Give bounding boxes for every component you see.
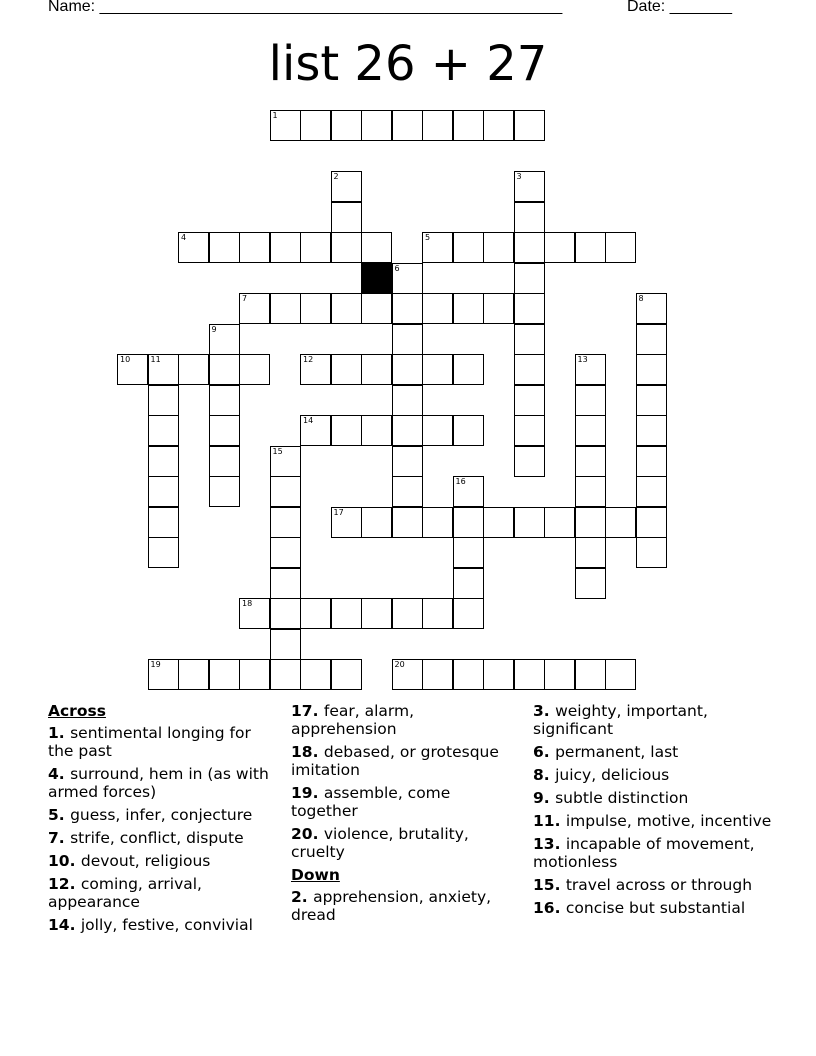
grid-cell[interactable] — [270, 476, 301, 507]
grid-cell[interactable] — [392, 324, 423, 355]
across-clue — [48, 916, 278, 934]
grid-cell[interactable] — [300, 354, 331, 385]
grid-cell[interactable] — [483, 293, 514, 324]
across-heading: Across — [48, 702, 106, 720]
grid-cell[interactable] — [453, 659, 484, 690]
grid-cell[interactable] — [331, 354, 362, 385]
clues-column-3 — [533, 702, 773, 922]
grid-cell[interactable] — [148, 507, 179, 538]
cell-number: 2 — [333, 172, 339, 181]
grid-cell[interactable] — [209, 324, 240, 355]
page-title: list 26 + 27 — [268, 36, 548, 92]
down-clue — [533, 743, 773, 761]
grid-cell[interactable] — [636, 507, 667, 538]
grid-cell[interactable] — [209, 385, 240, 416]
clue-text: assemble, come together — [291, 784, 451, 820]
clue-number: 20. — [291, 825, 324, 843]
down-clue — [291, 888, 521, 924]
clue-text: jolly, festive, convivial — [80, 916, 253, 934]
clue-number: 14. — [48, 916, 81, 934]
grid-cell[interactable] — [422, 232, 453, 263]
clue-text: impulse, motive, incentive — [565, 812, 772, 830]
grid-cell[interactable] — [453, 232, 484, 263]
grid-cell[interactable] — [148, 537, 179, 568]
cell-number: 17 — [333, 507, 344, 517]
clue-number: 8. — [533, 766, 556, 784]
clues-column-1 — [48, 702, 278, 939]
across-clue — [48, 806, 278, 824]
clue-text: guess, infer, conjecture — [70, 806, 253, 824]
grid-cell[interactable] — [361, 110, 392, 141]
clue-text: surround, hem in (as with armed forces) — [48, 765, 269, 801]
clue-number: 1. — [48, 724, 71, 742]
cell-number: 6 — [394, 263, 400, 273]
clue-text: juicy, delicious — [555, 766, 670, 784]
grid-cell[interactable] — [300, 110, 331, 141]
grid-cell[interactable] — [636, 293, 667, 324]
grid-cell[interactable] — [422, 293, 453, 324]
clue-number: 5. — [48, 806, 71, 824]
grid-cell[interactable] — [270, 507, 301, 538]
grid-cell[interactable] — [361, 598, 392, 629]
grid-cell[interactable] — [514, 415, 545, 446]
grid-cell[interactable] — [392, 110, 423, 141]
grid-cell[interactable] — [331, 232, 362, 263]
down-clue — [533, 899, 773, 917]
grid-cell[interactable] — [331, 507, 362, 538]
clue-text: travel across or through — [565, 876, 753, 894]
down-clue — [533, 876, 773, 894]
cell-number: 18 — [242, 599, 253, 608]
grid-cell[interactable] — [361, 354, 392, 385]
clue-text: permanent, last — [555, 743, 679, 761]
grid-cell[interactable] — [453, 293, 484, 324]
grid-cell[interactable] — [453, 537, 484, 568]
grid-cell[interactable] — [209, 446, 240, 477]
cell-number: 19 — [150, 660, 161, 669]
grid-cell[interactable] — [148, 446, 179, 477]
grid-cell[interactable] — [178, 659, 209, 690]
grid-cell[interactable] — [148, 476, 179, 507]
grid-cell[interactable] — [514, 385, 545, 416]
across-clue — [48, 875, 278, 911]
grid-cell[interactable] — [514, 507, 545, 538]
across-clue — [48, 829, 278, 847]
grid-cell[interactable] — [392, 507, 423, 538]
grid-cell[interactable] — [209, 232, 240, 263]
clue-text: subtle distinction — [555, 789, 689, 807]
grid-cell[interactable] — [239, 232, 270, 263]
across-clue — [48, 765, 278, 801]
cell-number: 1 — [272, 111, 278, 120]
grid-cell[interactable] — [575, 568, 606, 599]
clue-number: 16. — [533, 899, 566, 917]
grid-cell[interactable] — [453, 476, 484, 507]
clue-text: concise but substantial — [565, 899, 746, 917]
grid-cell[interactable] — [514, 446, 545, 477]
grid-cell[interactable] — [514, 354, 545, 385]
cell-number: 8 — [638, 294, 644, 303]
grid-cell[interactable] — [209, 476, 240, 507]
grid-cell[interactable] — [209, 354, 240, 385]
down-clue — [533, 835, 773, 871]
grid-cell[interactable] — [422, 415, 453, 446]
cell-number: 15 — [272, 446, 283, 456]
cell-number: 11 — [150, 355, 161, 364]
grid-cell[interactable] — [453, 598, 484, 629]
clue-number: 18. — [291, 743, 324, 761]
grid-cell[interactable] — [300, 415, 331, 446]
cell-number: 3 — [516, 172, 522, 181]
grid-cell[interactable] — [392, 263, 423, 294]
grid-cell[interactable] — [239, 354, 270, 385]
grid-cell[interactable] — [605, 659, 636, 690]
grid-cell[interactable] — [605, 232, 636, 263]
grid-cell[interactable] — [270, 537, 301, 568]
grid-cell[interactable] — [422, 598, 453, 629]
clue-text: weighty, important, significant — [533, 702, 708, 738]
grid-cell[interactable] — [148, 354, 179, 385]
clue-number: 12. — [48, 875, 81, 893]
clue-number: 13. — [533, 835, 566, 853]
clue-number: 7. — [48, 829, 71, 847]
grid-cell[interactable] — [514, 171, 545, 202]
grid-cell[interactable] — [331, 202, 362, 233]
grid-cell[interactable] — [453, 354, 484, 385]
across-clue — [48, 852, 278, 870]
grid-cell[interactable] — [178, 232, 209, 263]
grid-cell[interactable] — [453, 415, 484, 446]
across-clue — [48, 724, 278, 760]
grid-cell[interactable] — [575, 385, 606, 416]
clue-text: strife, conflict, dispute — [70, 829, 244, 847]
clue-number: 11. — [533, 812, 566, 830]
grid-cell[interactable] — [392, 385, 423, 416]
grid-cell[interactable] — [392, 446, 423, 477]
grid-cell[interactable] — [270, 446, 301, 477]
grid-cell[interactable] — [300, 659, 331, 690]
clues-column-2 — [291, 702, 521, 929]
clue-text: sentimental longing for the past — [48, 724, 251, 760]
grid-cell[interactable] — [483, 659, 514, 690]
clue-number: 15. — [533, 876, 566, 894]
grid-cell[interactable] — [331, 171, 362, 202]
grid-cell[interactable] — [483, 110, 514, 141]
grid-cell[interactable] — [331, 415, 362, 446]
grid-cell[interactable] — [270, 293, 301, 324]
grid-cell[interactable] — [392, 293, 423, 324]
cell-number: 4 — [181, 233, 187, 242]
grid-cell[interactable] — [514, 202, 545, 233]
grid-cell[interactable] — [331, 110, 362, 141]
grid-cell[interactable] — [300, 598, 331, 629]
grid-cell[interactable] — [636, 354, 667, 385]
grid-cell[interactable] — [575, 476, 606, 507]
cell-number: 12 — [303, 355, 314, 364]
down-heading: Down — [291, 866, 340, 884]
clue-number: 6. — [533, 743, 556, 761]
grid-cell[interactable] — [544, 232, 575, 263]
cell-number: 20 — [394, 660, 405, 669]
grid-cell[interactable] — [514, 659, 545, 690]
clue-number: 3. — [533, 702, 556, 720]
grid-cell[interactable] — [178, 354, 209, 385]
grid-cell[interactable] — [575, 507, 606, 538]
grid-cell[interactable] — [422, 659, 453, 690]
date-field-label: Date: _______ — [627, 0, 732, 15]
grid-cell[interactable] — [392, 415, 423, 446]
grid-cell[interactable] — [392, 598, 423, 629]
grid-cell[interactable] — [270, 568, 301, 599]
grid-cell[interactable] — [331, 293, 362, 324]
grid-cell[interactable] — [453, 110, 484, 141]
grid-cell[interactable] — [300, 232, 331, 263]
grid-cell[interactable] — [270, 232, 301, 263]
grid-cell[interactable] — [239, 293, 270, 324]
grid-cell[interactable] — [270, 598, 301, 629]
across-clue — [291, 743, 521, 779]
grid-cell[interactable] — [636, 537, 667, 568]
cell-number: 9 — [211, 324, 217, 334]
grid-cell[interactable] — [575, 446, 606, 477]
clue-number: 17. — [291, 702, 324, 720]
grid-cell[interactable] — [361, 293, 392, 324]
grid-cell[interactable] — [392, 476, 423, 507]
grid-cell[interactable] — [117, 354, 148, 385]
clue-text: apprehension, anxiety, dread — [291, 888, 492, 924]
grid-cell[interactable] — [270, 110, 301, 141]
clue-number: 10. — [48, 852, 81, 870]
cell-number: 5 — [425, 233, 431, 242]
grid-cell[interactable] — [392, 354, 423, 385]
grid-cell[interactable] — [270, 629, 301, 660]
cell-number: 16 — [455, 477, 466, 486]
grid-cell[interactable] — [575, 354, 606, 385]
down-clue — [533, 702, 773, 738]
grid-cell[interactable] — [209, 415, 240, 446]
grid-cell[interactable] — [544, 507, 575, 538]
grid-cell[interactable] — [270, 659, 301, 690]
grid-cell[interactable] — [636, 324, 667, 355]
grid-cell[interactable] — [239, 598, 270, 629]
grid-cell[interactable] — [636, 476, 667, 507]
grid-cell[interactable] — [514, 232, 545, 263]
grid-cell[interactable] — [209, 659, 240, 690]
clue-text: violence, brutality, cruelty — [291, 825, 469, 861]
grid-cell[interactable] — [544, 659, 575, 690]
grid-cell[interactable] — [605, 507, 636, 538]
cell-number: 14 — [303, 416, 314, 425]
grid-cell[interactable] — [361, 415, 392, 446]
grid-cell[interactable] — [361, 507, 392, 538]
across-clue — [291, 784, 521, 820]
down-clue — [533, 812, 773, 830]
grid-cell[interactable] — [331, 598, 362, 629]
clue-text: fear, alarm, apprehension — [291, 702, 415, 738]
clue-text: devout, religious — [80, 852, 211, 870]
clue-text: coming, arrival, appearance — [48, 875, 202, 911]
grid-cell[interactable] — [422, 354, 453, 385]
grid-cell[interactable] — [514, 263, 545, 294]
clue-text: debased, or grotesque imitation — [291, 743, 499, 779]
cell-number: 7 — [242, 294, 248, 303]
grid-cell[interactable] — [422, 110, 453, 141]
grid-cell[interactable] — [636, 446, 667, 477]
grid-cell[interactable] — [361, 232, 392, 263]
grid-cell[interactable] — [392, 659, 423, 690]
grid-cell[interactable] — [636, 415, 667, 446]
black-cell — [361, 263, 392, 294]
grid-cell[interactable] — [514, 110, 545, 141]
grid-cell[interactable] — [483, 507, 514, 538]
grid-cell[interactable] — [453, 568, 484, 599]
grid-cell[interactable] — [422, 507, 453, 538]
grid-cell[interactable] — [575, 659, 606, 690]
grid-cell[interactable] — [148, 415, 179, 446]
clue-number: 2. — [291, 888, 314, 906]
cell-number: 13 — [577, 355, 588, 364]
grid-cell[interactable] — [239, 659, 270, 690]
clue-text: incapable of movement, motionless — [533, 835, 755, 871]
grid-cell[interactable] — [514, 324, 545, 355]
down-clue — [533, 789, 773, 807]
cell-number: 10 — [120, 355, 131, 364]
grid-cell[interactable] — [636, 385, 667, 416]
grid-cell[interactable] — [148, 659, 179, 690]
name-field-label: Name: ____________________________________________________ — [48, 0, 563, 15]
clue-number: 4. — [48, 765, 71, 783]
across-clue — [291, 702, 521, 738]
grid-cell[interactable] — [453, 507, 484, 538]
grid-cell[interactable] — [575, 537, 606, 568]
grid-cell[interactable] — [514, 293, 545, 324]
grid-cell[interactable] — [575, 232, 606, 263]
grid-cell[interactable] — [300, 293, 331, 324]
clue-number: 9. — [533, 789, 556, 807]
grid-cell[interactable] — [148, 385, 179, 416]
grid-cell[interactable] — [483, 232, 514, 263]
grid-cell[interactable] — [331, 659, 362, 690]
across-clue — [291, 825, 521, 861]
down-clue — [533, 766, 773, 784]
clue-number: 19. — [291, 784, 324, 802]
grid-cell[interactable] — [575, 415, 606, 446]
